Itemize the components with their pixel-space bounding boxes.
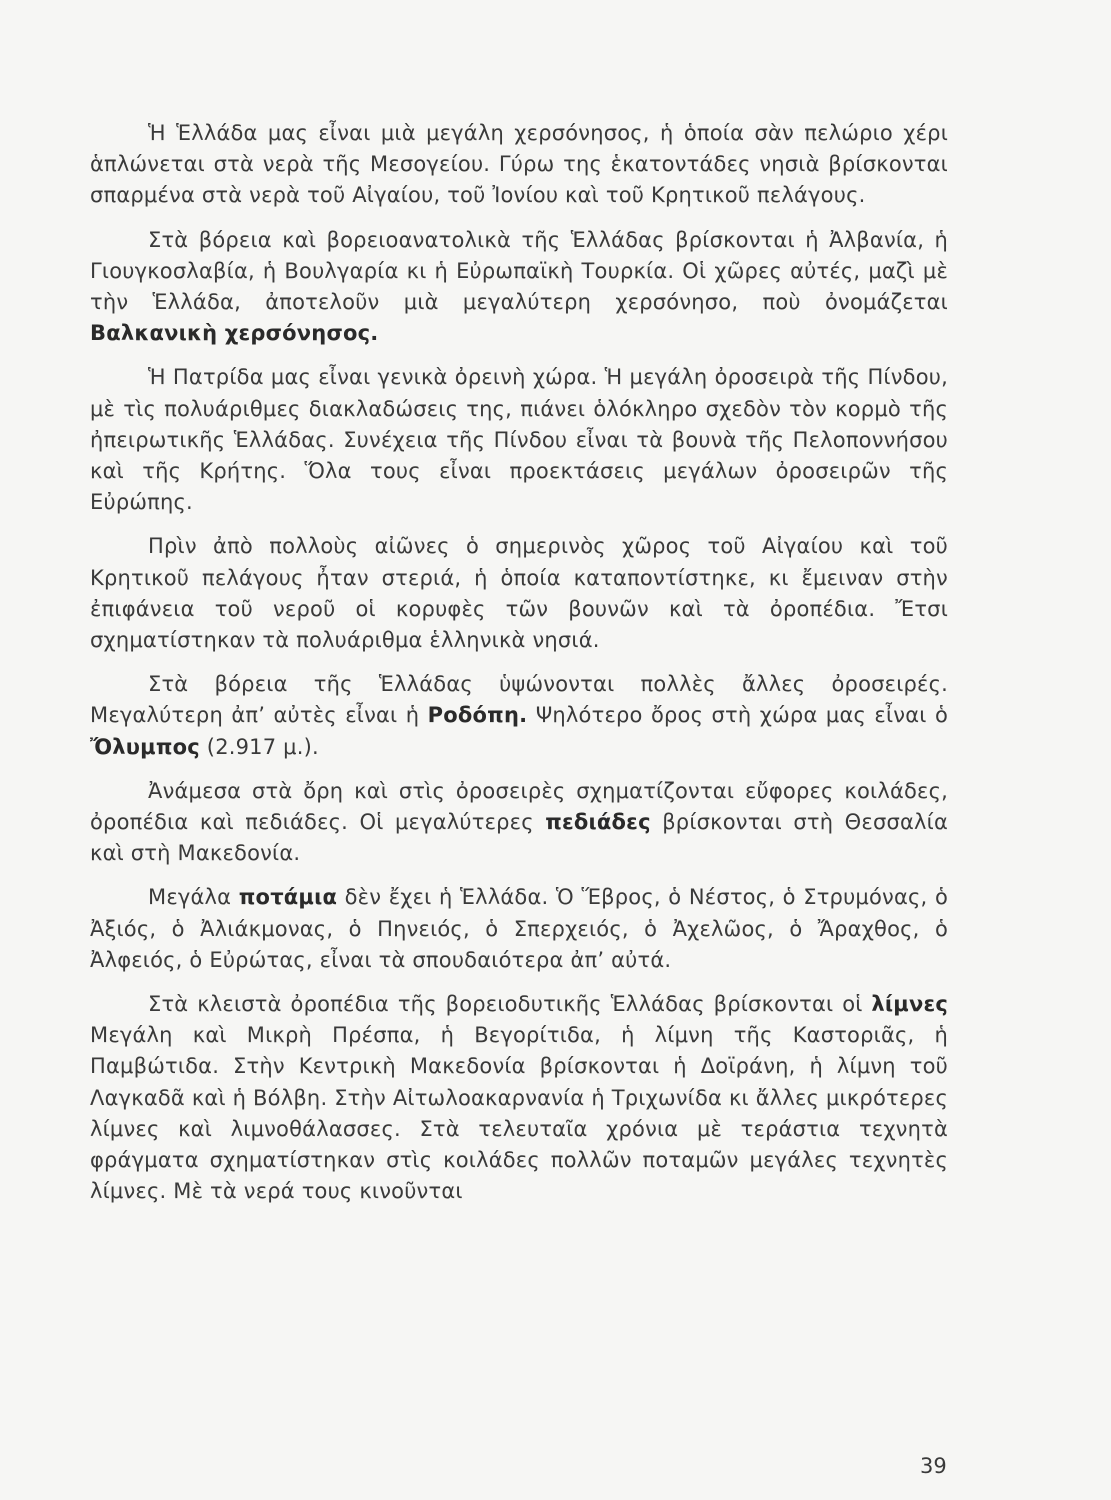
text-segment: Στὰ βόρεια τῆς Ἑλλάδας ὑψώνονται πολλὲς ἄλλες ὀροσειρές. Μεγαλύτερη ἀπ’ αὐτὲς εἶναι ἡ <box>90 672 948 728</box>
text-segment: (2.917 μ.). <box>199 734 319 759</box>
text-segment: Στὰ κλειστὰ ὀροπέδια τῆς βορειοδυτικῆς Ἑλλάδας βρίσκονται οἱ <box>148 992 872 1017</box>
bold-term: Βαλκανικὴ χερσόνησος. <box>90 321 379 346</box>
bold-term: Ροδόπη. <box>427 703 528 728</box>
paragraph-greece-peninsula <box>90 118 948 212</box>
paragraph-plains <box>90 776 948 870</box>
bold-term: λίμνες <box>871 992 948 1017</box>
text-segment: Ἡ Πατρίδα μας εἶναι γενικὰ ὀρεινὴ χώρα. Ἡ μεγάλη ὀροσειρὰ τῆς Πίνδου, μὲ τὶς πολυάριθμες διακλαδώσεις της, πιάνει ὁλόκληρο σχεδὸν τὸν κορμὸ τῆς ἠπειρωτικῆς Ἑλλάδας. Συνέχεια τῆς Πίνδου εἶναι τὰ βουνὰ τῆς Πελοποννήσου καὶ τῆς Κρήτης. Ὅλα τους εἶναι προεκτάσεις μεγάλων ὀροσειρῶν τῆς Εὐρώπης. <box>90 365 948 515</box>
paragraph-mountain-ranges <box>90 669 948 763</box>
bold-term: ποτάμια <box>238 885 338 910</box>
paragraph-mountainous-country <box>90 362 948 518</box>
text-segment: δὲν ἔχει ἡ Ἑλλάδα. Ὁ Ἕβρος, ὁ Νέστος, ὁ Στρυμόνας, ὁ Ἀξιός, ὁ Ἀλιάκμονας, ὁ Πηνειός, ὁ Σπερχειός, ὁ Ἀχελῶος, ὁ Ἄραχθος, ὁ Ἀλφειός, ὁ Εὐρώτας, εἶναι τὰ σπουδαιότερα ἀπ’ αὐτά. <box>90 885 948 972</box>
text-segment: Μεγάλα <box>148 885 239 910</box>
text-segment: Μεγάλη καὶ Μικρὴ Πρέσπα, ἡ Βεγορίτιδα, ἡ λίμνη τῆς Καστοριᾶς, ἡ Παμβώτιδα. Στὴν Κεντρικὴ Μακεδονία βρίσκονται ἡ Δοϊράνη, ἡ λίμνη τοῦ Λαγκαδᾶ καὶ ἡ Βόλβη. Στὴν Αἰτωλοακαρνανία ἡ Τριχωνίδα κι ἄλλες μικρότερες λίμνες καὶ λιμνοθάλασσες. Στὰ τελευταῖα χρόνια μὲ τεράστια τεχνητὰ φράγματα σχηματίστηκαν στὶς κοιλάδες πολλῶν ποταμῶν μεγάλες τεχνητὲς λίμνες. Μὲ τὰ νερά τους κινοῦνται <box>90 1023 948 1204</box>
bold-term: πεδιάδες <box>545 810 651 835</box>
text-segment: Στὰ βόρεια καὶ βορειοανατολικὰ τῆς Ἑλλάδας βρίσκονται ἡ Ἀλβανία, ἡ Γιουγκοσλαβία, ἡ Βουλγαρία κι ἡ Εὐρωπαϊκὴ Τουρκία. Οἱ χῶρες αὐτές, μαζὶ μὲ τὴν Ἑλλάδα, ἀποτελοῦν μιὰ μεγαλύτερη χερσόνησο, ποὺ ὀνομάζεται <box>90 227 948 315</box>
bold-term: Ὄλυμπος <box>90 734 200 759</box>
paragraph-rivers <box>90 882 948 976</box>
paragraph-balkan-peninsula <box>90 225 948 350</box>
text-segment: Ἡ Ἑλλάδα μας εἶναι μιὰ μεγάλη χερσόνησος, ἡ ὁποία σὰν πελώριο χέρι ἁπλώνεται στὰ νερὰ τῆς Μεσογείου. Γύρω της ἑκατοντάδες νησιὰ βρίσκονται σπαρμένα στὰ νερὰ τοῦ Αἰγαίου, τοῦ Ἰονίου καὶ τοῦ Κρητικοῦ πελάγους. <box>90 121 948 208</box>
text-segment: Ἀνάμεσα στὰ ὄρη καὶ στὶς ὀροσειρὲς σχηματίζονται εὔφορες κοιλάδες, ὀροπέδια καὶ πεδιάδες. Οἱ μεγαλύτερες <box>90 778 948 835</box>
text-segment: Ψηλότερο ὄρος στὴ χώρα μας εἶναι ὁ <box>527 703 948 728</box>
text-segment: βρίσκονται στὴ Θεσσαλία καὶ στὴ Μακεδονία. <box>90 810 948 866</box>
page-number: 39 <box>920 1454 947 1478</box>
text-segment: Πρὶν ἀπὸ πολλοὺς αἰῶνες ὁ σημερινὸς χῶρος τοῦ Αἰγαίου καὶ τοῦ Κρητικοῦ πελάγους ἦταν στεριά, ἡ ὁποία καταποντίστηκε, κι ἔμειναν στὴν ἐπιφάνεια τοῦ νεροῦ οἱ κορυφὲς τῶν βουνῶν καὶ τὰ ὀροπέδια. Ἔτσι σχηματίστηκαν τὰ πολυάριθμα ἑλληνικὰ νησιά. <box>90 534 948 653</box>
paragraph-sunken-land <box>90 531 948 656</box>
page-body <box>90 118 948 1221</box>
paragraph-lakes <box>90 989 948 1207</box>
